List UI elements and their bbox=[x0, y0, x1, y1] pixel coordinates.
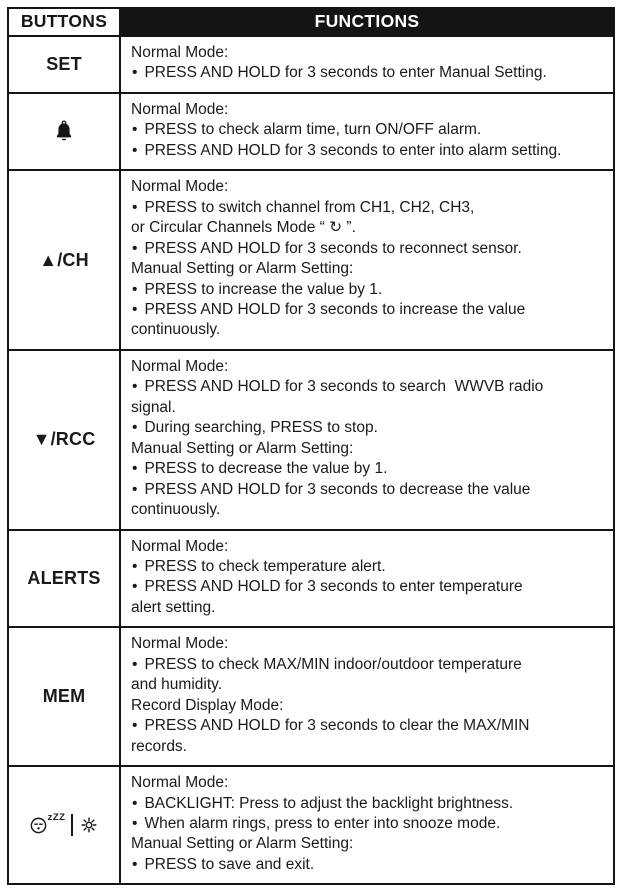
function-continuation: and humidity. bbox=[131, 676, 223, 694]
function-continuation: signal. bbox=[131, 398, 176, 416]
buttons-functions-table bbox=[7, 7, 615, 885]
function-continuation: records. bbox=[131, 737, 187, 755]
functions-cell-up-ch bbox=[120, 170, 614, 350]
function-bullet: • When alarm rings, press to enter into snooze mode. bbox=[131, 814, 607, 834]
function-bullet: • PRESS to check alarm time, turn ON/OFF alarm. bbox=[131, 120, 607, 140]
zzz-label: zZZ bbox=[47, 811, 66, 823]
function-bullet: • PRESS AND HOLD for 3 seconds to enter into alarm setting. bbox=[131, 141, 607, 161]
snooze-icon bbox=[29, 816, 48, 835]
mode-heading: Normal Mode: bbox=[131, 357, 229, 375]
function-bullet: • During searching, PRESS to stop. bbox=[131, 418, 607, 438]
function-bullet: • PRESS AND HOLD for 3 seconds to decrease the value bbox=[131, 480, 607, 500]
functions-cell-alarm bbox=[120, 93, 614, 170]
table-row-alarm bbox=[8, 93, 614, 170]
function-bullet: • BACKLIGHT: Press to adjust the backlight brightness. bbox=[131, 794, 607, 814]
mode-heading: Normal Mode: bbox=[131, 774, 229, 792]
function-bullet: • PRESS AND HOLD for 3 seconds to enter temperature bbox=[131, 577, 607, 597]
function-continuation: continuously. bbox=[131, 321, 221, 339]
function-continuation: alert setting. bbox=[131, 598, 216, 616]
table-row-up-ch bbox=[8, 170, 614, 350]
function-bullet: • PRESS to check MAX/MIN indoor/outdoor temperature bbox=[131, 655, 607, 675]
mode-heading: Normal Mode: bbox=[131, 178, 229, 196]
functions-cell-down-rcc bbox=[120, 350, 614, 530]
mode-heading: Normal Mode: bbox=[131, 537, 229, 555]
mode-heading: Record Display Mode: bbox=[131, 696, 284, 714]
functions-header: FUNCTIONS bbox=[120, 8, 614, 36]
snooze-backlight-icons bbox=[11, 811, 117, 836]
functions-cell-snooze-backlight bbox=[120, 766, 614, 884]
function-continuation: continuously. bbox=[131, 501, 221, 519]
button-label-down-rcc: ▼/RCC bbox=[8, 350, 120, 530]
table-row-mem bbox=[8, 627, 614, 766]
backlight-icon bbox=[79, 815, 99, 835]
function-bullet: • PRESS to switch channel from CH1, CH2, CH3, bbox=[131, 198, 607, 218]
mode-heading: Normal Mode: bbox=[131, 635, 229, 653]
table-row-snooze-backlight bbox=[8, 766, 614, 884]
buttons-header: BUTTONS bbox=[8, 8, 120, 36]
table-row-set bbox=[8, 36, 614, 93]
function-bullet: • PRESS AND HOLD for 3 seconds to clear the MAX/MIN bbox=[131, 716, 607, 736]
function-bullet: • PRESS AND HOLD for 3 seconds to increase the value bbox=[131, 300, 607, 320]
mode-heading: Normal Mode: bbox=[131, 100, 229, 118]
function-bullet: • PRESS to decrease the value by 1. bbox=[131, 459, 607, 479]
functions-cell-mem bbox=[120, 627, 614, 766]
button-label-alerts: ALERTS bbox=[8, 530, 120, 628]
function-bullet: • PRESS to save and exit. bbox=[131, 855, 607, 875]
mode-heading: Manual Setting or Alarm Setting: bbox=[131, 835, 354, 853]
divider-bar bbox=[71, 814, 73, 836]
functions-cell-alerts bbox=[120, 530, 614, 628]
function-bullet: • PRESS to check temperature alert. bbox=[131, 557, 607, 577]
button-label-up-ch: ▲/CH bbox=[8, 170, 120, 350]
mode-heading: Normal Mode: bbox=[131, 44, 229, 61]
table-row-down-rcc bbox=[8, 350, 614, 530]
button-label-mem: MEM bbox=[8, 627, 120, 766]
mode-heading: Manual Setting or Alarm Setting: bbox=[131, 260, 354, 278]
button-cell-snooze-backlight bbox=[8, 766, 120, 884]
functions-cell-set bbox=[120, 36, 614, 93]
snooze-group bbox=[29, 811, 66, 835]
button-cell-alarm bbox=[8, 93, 120, 170]
header-row bbox=[8, 8, 614, 36]
function-bullet: • PRESS AND HOLD for 3 seconds to search WWVB radio bbox=[131, 377, 607, 397]
function-bullet: • PRESS AND HOLD for 3 seconds to enter Manual Setting. bbox=[131, 63, 607, 83]
function-bullet: • PRESS to increase the value by 1. bbox=[131, 280, 607, 300]
alarm-bell-icon bbox=[53, 119, 75, 145]
function-continuation: or Circular Channels Mode “ ↻ ”. bbox=[131, 219, 356, 237]
table-row-alerts bbox=[8, 530, 614, 628]
mode-heading: Manual Setting or Alarm Setting: bbox=[131, 439, 354, 457]
function-bullet: • PRESS AND HOLD for 3 seconds to reconnect sensor. bbox=[131, 239, 607, 259]
button-label-set: SET bbox=[8, 36, 120, 93]
